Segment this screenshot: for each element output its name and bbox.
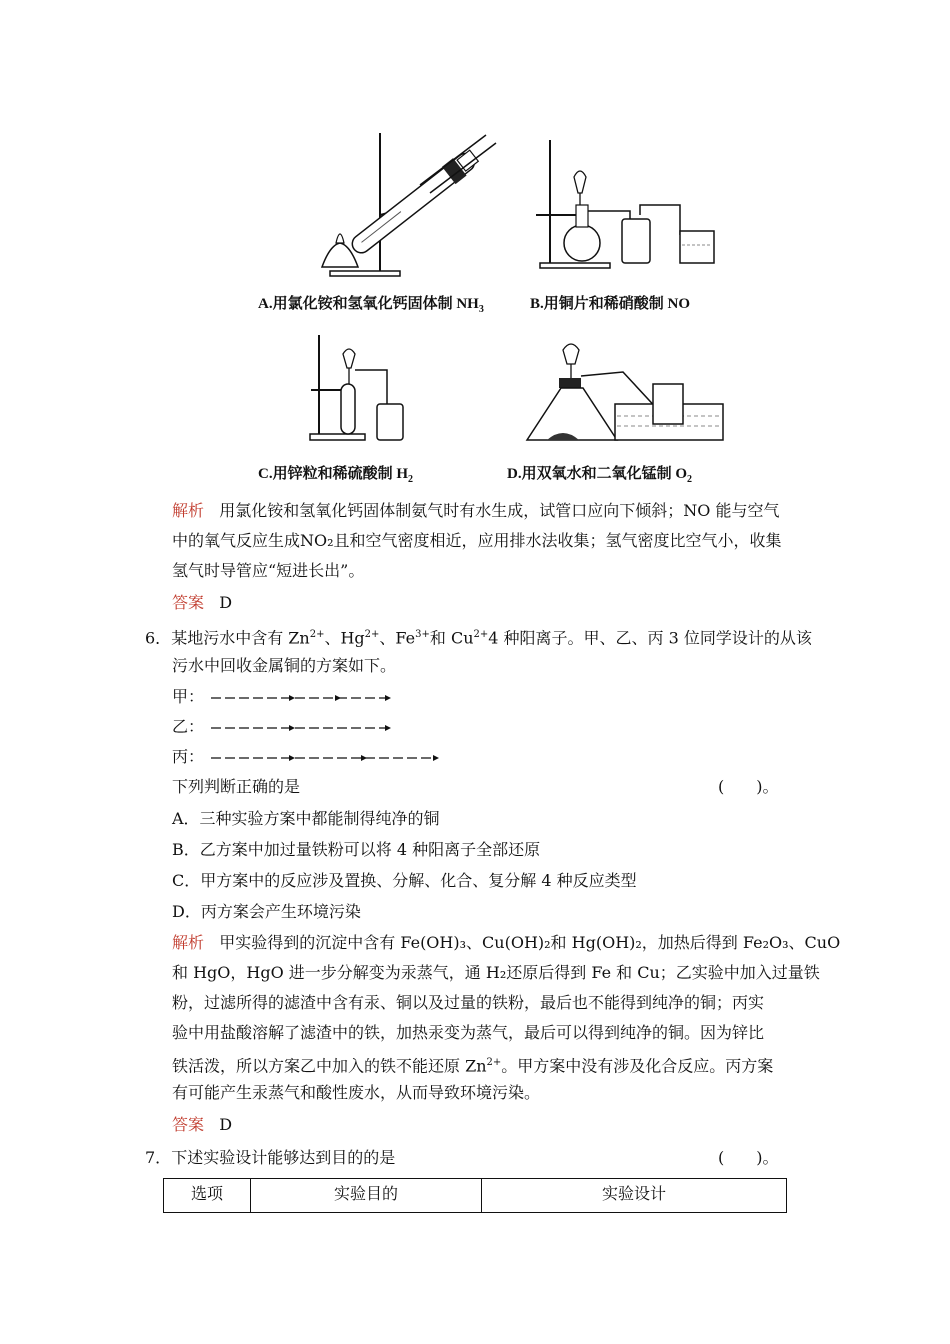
scheme-bing-arrow-flow bbox=[209, 753, 439, 763]
q6-analysis-line-6: 有可能产生汞蒸气和酸性废水，从而导致环境污染。 bbox=[172, 1083, 541, 1102]
table-header-cell: 实验目的 bbox=[251, 1179, 482, 1213]
q6-stem-line-1: 6．某地污水中含有 $Zn^{2+}$、$Hg^{2+}$、$Fe^{3+}$和 $Cu^{2+}4$ 种阳离子。甲、乙、丙 3 位同学设计的从该 bbox=[145, 628, 812, 648]
q5-analysis-line-2: 中的氧气反应生成NO₂且和空气密度相近，应用排水法收集；氢气密度比空气小，收集 bbox=[172, 531, 782, 550]
figure-a-caption: A.用氯化铵和氢氧化钙固体制 $NH_3$ bbox=[258, 296, 484, 315]
q7-stem: 7．下述实验设计能够达到目的的是 bbox=[145, 1148, 396, 1167]
q6-option-c: C．甲方案中的反应涉及置换、分解、化合、复分解 4 种反应类型 bbox=[172, 871, 637, 890]
q6-answer: 答案 D bbox=[172, 1115, 233, 1134]
q7-answer-blank: ( )。 bbox=[718, 1148, 779, 1167]
analysis-label: 解析 bbox=[172, 933, 205, 952]
answer-label: 答案 bbox=[172, 1115, 205, 1134]
q6-analysis-line-3: 粉，过滤所得的滤渣中含有汞、铜以及过量的铁粉，最后也不能得到纯净的铜；丙实 bbox=[172, 993, 765, 1012]
scheme-bing: 丙： bbox=[172, 746, 439, 768]
q6-analysis-line-2: 和 HgO，HgO 进一步分解变为汞蒸气，通 H₂还原后得到 Fe 和 Cu；乙实验中加入过量铁 bbox=[172, 963, 820, 982]
q7-options-table bbox=[163, 1178, 787, 1213]
q6-analysis-line-1: 解析 甲实验得到的沉淀中含有 Fe(OH)₃、Cu(OH)₂和 Hg(OH)₂，加热后得到 Fe₂O₃、CuO bbox=[172, 933, 841, 952]
figure-d-caption: D.用双氧水和二氧化锰制 $O_2$ bbox=[507, 466, 693, 485]
table-header-cell: 实验设计 bbox=[482, 1179, 787, 1213]
answer-label: 答案 bbox=[172, 593, 205, 612]
figure-c-caption: C.用锌粒和稀硫酸制 $H_2$ bbox=[258, 466, 414, 485]
q5-answer: 答案 D bbox=[172, 593, 233, 612]
q6-analysis-line-5: 铁活泼，所以方案乙中加入的铁不能还原 $Zn^{2+}$。甲方案中没有涉及化合反应。丙方案 bbox=[172, 1056, 774, 1076]
q6-stem-line-2: 污水中回收金属铜的方案如下。 bbox=[172, 656, 397, 675]
q6-analysis-line-4: 验中用盐酸溶解了滤渣中的铁，加热汞变为蒸气，最后可以得到纯净的铜。因为锌比 bbox=[172, 1023, 765, 1042]
q5-analysis-line-1: 解析 用氯化铵和氢氧化钙固体制氨气时有水生成，试管口应向下倾斜；NO 能与空气 bbox=[172, 501, 780, 520]
scheme-jia-arrow-flow bbox=[209, 693, 391, 703]
scheme-yi-arrow-flow bbox=[209, 723, 391, 733]
figure-c-h2-apparatus bbox=[305, 330, 415, 445]
figure-a-nh3-apparatus bbox=[300, 125, 510, 285]
q6-option-a: A．三种实验方案中都能制得纯净的铜 bbox=[172, 809, 440, 828]
q6-answer-blank: ( )。 bbox=[718, 777, 779, 796]
figure-b-no-apparatus bbox=[530, 135, 730, 275]
analysis-label: 解析 bbox=[172, 501, 205, 520]
figure-b-caption: B.用铜片和稀硝酸制 NO bbox=[530, 296, 691, 312]
figure-d-o2-apparatus bbox=[523, 328, 728, 446]
table-header-row bbox=[164, 1179, 787, 1213]
q6-prompt: 下列判断正确的是 bbox=[172, 777, 301, 796]
table-header-cell: 选项 bbox=[164, 1179, 251, 1213]
scheme-yi: 乙： bbox=[172, 716, 391, 738]
scheme-jia: 甲： bbox=[172, 686, 391, 708]
q6-option-b: B．乙方案中加过量铁粉可以将 4 种阳离子全部还原 bbox=[172, 840, 541, 859]
q5-analysis-line-3: 氢气时导管应“短进长出”。 bbox=[172, 561, 365, 580]
q6-option-d: D．丙方案会产生环境污染 bbox=[172, 902, 361, 921]
